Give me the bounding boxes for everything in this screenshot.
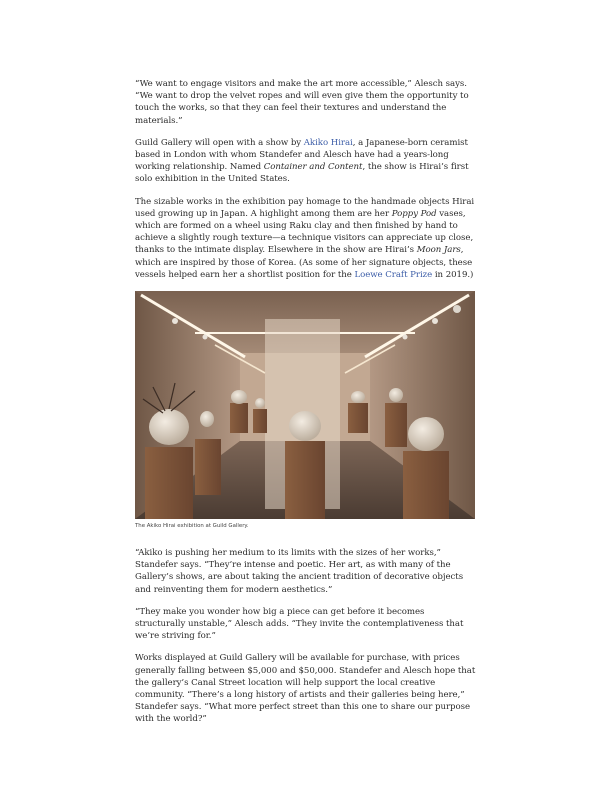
paragraph-3 [135,196,477,281]
gallery-photo [135,291,475,519]
artist-link[interactable]: Akiko Hirai [303,137,353,148]
paragraph-6: Works displayed at Guild Gallery will be available for purchase, with prices generally falling between $5,000 and $50,000. Standefer and Alesch hope that the gallery’s Canal Street location will help support the local creative community. “There’s a long history of artists and their galleries being here,” Standefer says. “What more perfect street than this one to share our purpose with the world?” [135,653,476,725]
moon-jars-title: Moon Jars [416,245,461,256]
article-column [135,78,477,736]
paragraph-3-text-c: , which are inspired by those of Korea. (As some of her signature objects, these vessels helped earn her a shortlist position for the [135,245,473,280]
show-title: Container and Content [263,162,363,173]
loewe-prize-link[interactable]: Loewe Craft Prize [354,269,433,280]
paragraph-2-text-b: , a Japanese-born ceramist based in London with whom Standefer and Alesch have had a years-long working relationship. Named [135,137,468,173]
paragraph-2-text-a: Guild Gallery will open with a show by [135,137,304,148]
paragraph-4: “Akiko is pushing her medium to its limits with the sizes of her works,” Standefer says. “They’re intense and poetic. Her art, as with many of the Gallery’s shows, are about taking the ancient tradition of decorative objects and reinventing them for modern aesthetics.” [135,548,464,595]
poppy-pod-title: Poppy Pod [391,208,437,219]
paragraph-2-text-c: , the show is Hirai’s first solo exhibition in the United States. [135,162,469,185]
paragraph-3-text-b: vases, which are formed on a wheel using Raku clay and then finished by hand to achieve a slightly rough texture—a technique visitors can appreciate up close, thanks to the intimate display. Elsewhere in the show are Hirai’s [135,208,474,256]
paragraph-2 [135,137,477,186]
paragraph-1: “We want to engage visitors and make the art more accessible,” Alesch says. “We want to drop the velvet ropes and will even give them the opportunity to touch the works, so that they can feel their textures and understand the materials.” [135,79,469,126]
paragraph-5: “They make you wonder how big a piece can get before it becomes structurally unstable,” Alesch adds. “They invite the contemplativeness that we’re striving for.” [135,606,464,642]
paragraph-3-text-a: The sizable works in the exhibition pay homage to the handmade objects Hirai used growing up in Japan. A highlight among them are her [135,196,475,219]
paragraph-3-text-d: in 2019.) [432,269,474,280]
photo-caption: The Akiko Hirai exhibition at Guild Gallery. [135,523,249,530]
